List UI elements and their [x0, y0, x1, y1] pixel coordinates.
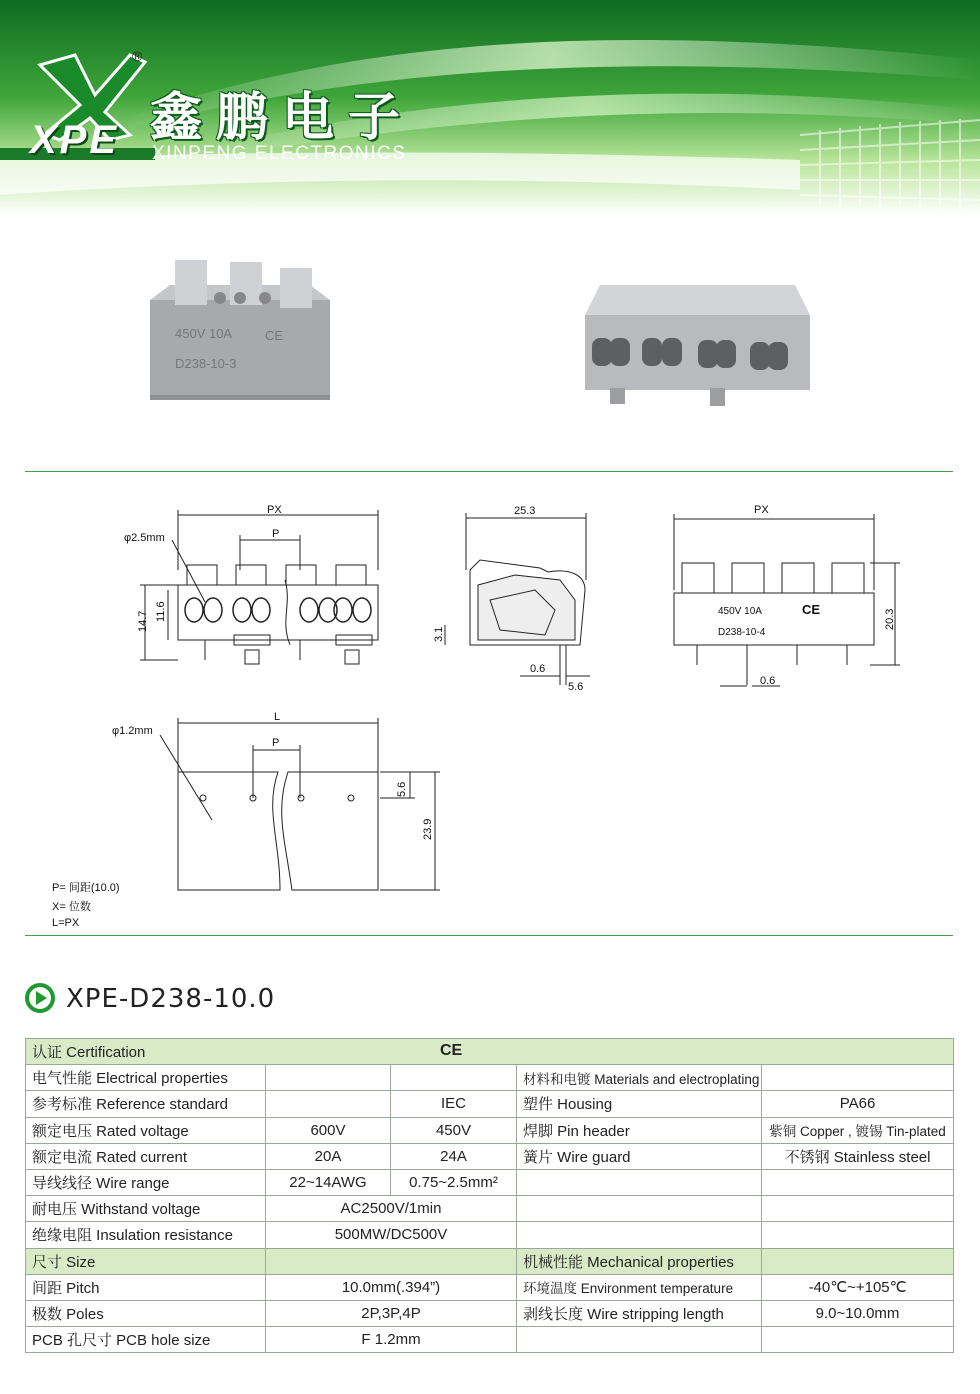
cell-value: 600V: [266, 1117, 391, 1143]
row-label: 额定电流 Rated current: [26, 1143, 266, 1169]
play-circle-icon: [24, 982, 56, 1014]
row-label: 耐电压 Withstand voltage: [26, 1196, 266, 1222]
mechanical-row-label: 环境温度 Environment temperature: [517, 1274, 762, 1300]
row-label: 导线线径 Wire range: [26, 1169, 266, 1195]
table-row: [26, 1143, 954, 1169]
row-label: PCB 孔尺寸 PCB hole size: [26, 1327, 266, 1353]
front-h1: 14.7: [137, 610, 149, 632]
cell-value: [266, 1091, 391, 1117]
back-print-voltage: 450V 10A: [718, 606, 762, 617]
material-label: 塑件 Housing: [517, 1091, 762, 1117]
back-pin: 0.6: [760, 675, 776, 687]
back-height: 20.3: [884, 608, 896, 630]
pcb-d1: 5.6: [396, 781, 408, 797]
table-row: [26, 1300, 954, 1326]
material-value: PA66: [762, 1091, 954, 1117]
cell-value: 20A: [266, 1143, 391, 1169]
back-print-ce: CE: [802, 602, 821, 617]
table-row: [26, 1196, 954, 1222]
back-px-label: PX: [754, 504, 769, 516]
row-label: 参考标准 Reference standard: [26, 1091, 266, 1117]
company-name-en: XINPENG ELECTRONICS: [152, 143, 407, 164]
electrical-label: 电气性能 Electrical properties: [26, 1065, 266, 1091]
front-h2: 11.6: [155, 601, 167, 622]
company-name-cn: 鑫鹏电子: [150, 88, 415, 148]
spec-table: [25, 1038, 954, 1353]
table-row: [26, 1117, 954, 1143]
material-value: [762, 1169, 954, 1195]
photo-print-voltage: 450V 10A: [175, 326, 233, 341]
mechanical-label: 机械性能 Mechanical properties: [517, 1248, 762, 1274]
cell-value: IEC: [391, 1091, 517, 1117]
table-row: [26, 1169, 954, 1195]
table-row: [26, 1327, 954, 1353]
product-photo-3p: [140, 250, 340, 410]
cell-value: 450V: [391, 1117, 517, 1143]
cell-value: 0.75~2.5mm²: [391, 1169, 517, 1195]
pcb-l-label: L: [274, 711, 281, 723]
page-header: [0, 0, 980, 215]
model-title: XPE-D238-10.0: [66, 984, 276, 1014]
note-length: L=PX: [52, 917, 80, 929]
product-photo-4p: [580, 270, 820, 410]
size-label: 尺寸 Size: [26, 1248, 266, 1274]
ce-mark-icon: CE: [440, 1042, 463, 1059]
pcb-layout-drawing: [160, 718, 440, 890]
mechanical-value: 9.0~10.0mm: [762, 1300, 954, 1326]
table-row: [26, 1248, 954, 1274]
material-label: 焊脚 Pin header: [517, 1117, 762, 1143]
table-row: [26, 1222, 954, 1248]
note-positions: X= 位数: [52, 901, 91, 913]
table-row: [26, 1039, 954, 1065]
cell-value: 22~14AWG: [266, 1169, 391, 1195]
material-value: 紫铜 Copper , 镀锡 Tin-plated: [762, 1117, 954, 1143]
table-row: [26, 1274, 954, 1300]
cell-value: AC2500V/1min: [266, 1196, 517, 1222]
note-pitch: P= 间距(10.0): [52, 882, 120, 894]
mechanical-value: -40℃~+105℃: [762, 1274, 954, 1300]
side-pin-len: 5.6: [568, 681, 584, 693]
side-view-drawing: [445, 513, 590, 685]
table-row: [26, 1065, 954, 1091]
material-value: 不锈钢 Stainless steel: [762, 1143, 954, 1169]
table-row: [26, 1091, 954, 1117]
materials-label: 材料和电镀 Materials and electroplating: [517, 1065, 762, 1091]
cell-value: 500MW/DC500V: [266, 1222, 517, 1248]
cell-value: 24A: [391, 1143, 517, 1169]
cell-value: 10.0mm(.394”): [266, 1274, 517, 1300]
back-print-model: D238-10-4: [718, 627, 766, 638]
side-width: 25.3: [514, 505, 536, 517]
cell-value: 2P,3P,4P: [266, 1300, 517, 1326]
divider-1: [25, 471, 953, 472]
front-p-label: P: [272, 528, 280, 540]
front-px-label: PX: [267, 504, 282, 516]
row-label: 间距 Pitch: [26, 1274, 266, 1300]
certification-label: 认证 Certification: [32, 1044, 146, 1062]
side-h: 3.1: [433, 626, 445, 642]
material-label: [517, 1169, 762, 1195]
logo-text: XPE: [30, 118, 120, 162]
row-label: 极数 Poles: [26, 1300, 266, 1326]
pcb-d2: 23.9: [422, 818, 434, 840]
front-view-drawing: [140, 510, 378, 664]
photo-print-ce: CE: [265, 328, 284, 343]
header-background: [0, 0, 980, 215]
front-hole-dia: φ2.5mm: [124, 532, 165, 544]
divider-2: [25, 935, 953, 936]
registered-mark: ®: [132, 48, 143, 64]
technical-drawings: [0, 480, 980, 940]
mechanical-row-label: 剥线长度 Wire stripping length: [517, 1300, 762, 1326]
back-view-drawing: [674, 514, 900, 686]
row-label: 绝缘电阻 Insulation resistance: [26, 1222, 266, 1248]
row-label: 额定电压 Rated voltage: [26, 1117, 266, 1143]
side-pin-thk: 0.6: [530, 663, 546, 675]
photo-print-model: D238-10-3: [175, 356, 237, 371]
pcb-p-label: P: [272, 737, 280, 749]
material-label: 簧片 Wire guard: [517, 1143, 762, 1169]
cell-value: F 1.2mm: [266, 1327, 517, 1353]
pcb-hole-dia: φ1.2mm: [112, 725, 153, 737]
